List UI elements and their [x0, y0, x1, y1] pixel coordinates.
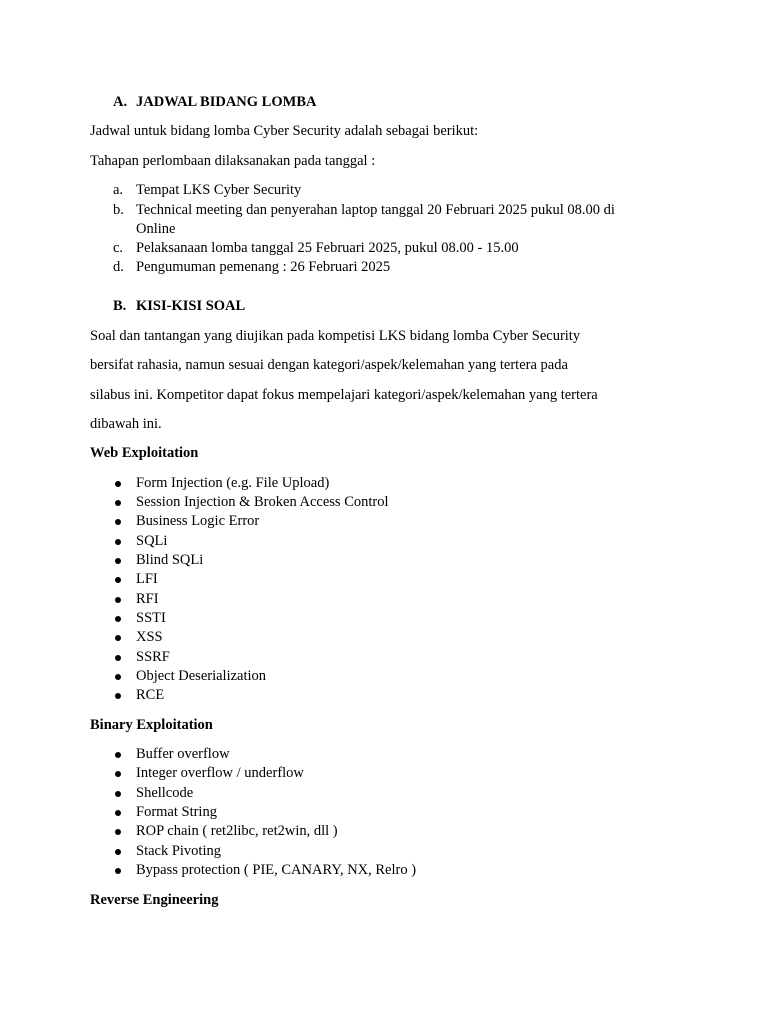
bullet-icon	[115, 558, 121, 564]
bullet-icon	[115, 481, 121, 487]
list-item: ROP chain ( ret2libc, ret2win, dll )	[136, 823, 338, 839]
bullet-icon	[115, 635, 121, 641]
bullet-icon	[115, 577, 121, 583]
section-b-marker: B.	[113, 298, 127, 314]
bullet-icon	[115, 500, 121, 506]
list-item: Session Injection & Broken Access Control	[136, 494, 389, 510]
bullet-icon	[115, 539, 121, 545]
list-item: SSTI	[136, 610, 166, 626]
bullet-icon	[115, 810, 121, 816]
paragraph-line: bersifat rahasia, namun sesuai dengan kategori/aspek/kelemahan yang tertera pada	[90, 357, 568, 373]
section-a-title: JADWAL BIDANG LOMBA	[136, 94, 317, 110]
section-a-stages-intro: Tahapan perlombaan dilaksanakan pada tanggal :	[90, 153, 376, 169]
list-item: SSRF	[136, 649, 170, 665]
schedule-item: Technical meeting dan penyerahan laptop tanggal 20 Februari 2025 pukul 08.00 di	[136, 202, 615, 218]
bullet-icon	[115, 868, 121, 874]
schedule-item-marker: d.	[113, 259, 124, 275]
web-exploitation-title: Web Exploitation	[90, 445, 199, 461]
section-a-marker: A.	[113, 94, 128, 110]
list-item: Stack Pivoting	[136, 843, 221, 859]
paragraph-line: Soal dan tantangan yang diujikan pada kompetisi LKS bidang lomba Cyber Security	[90, 328, 581, 344]
paragraph-line: silabus ini. Kompetitor dapat fokus mempelajari kategori/aspek/kelemahan yang tertera	[90, 387, 598, 403]
list-item: RFI	[136, 591, 159, 607]
schedule-item-continuation: Online	[136, 221, 176, 237]
schedule-item-marker: b.	[113, 202, 124, 218]
bullet-icon	[115, 519, 121, 525]
bullet-icon	[115, 771, 121, 777]
list-item: SQLi	[136, 533, 168, 549]
bullet-icon	[115, 849, 121, 855]
list-item: Blind SQLi	[136, 552, 204, 568]
list-item: Integer overflow / underflow	[136, 765, 304, 781]
section-b-title: KISI-KISI SOAL	[136, 298, 246, 314]
list-item: LFI	[136, 571, 158, 587]
list-item: Bypass protection ( PIE, CANARY, NX, Relro )	[136, 862, 417, 878]
list-item: Format String	[136, 804, 217, 820]
bullet-icon	[115, 829, 121, 835]
bullet-icon	[115, 616, 121, 622]
list-item: Business Logic Error	[136, 513, 260, 529]
binary-exploitation-title: Binary Exploitation	[90, 717, 213, 733]
list-item: Shellcode	[136, 785, 194, 801]
schedule-item: Tempat LKS Cyber Security	[136, 182, 302, 198]
list-item: Form Injection (e.g. File Upload)	[136, 475, 330, 491]
schedule-item: Pengumuman pemenang : 26 Februari 2025	[136, 259, 391, 275]
bullet-icon	[115, 674, 121, 680]
section-a-intro: Jadwal untuk bidang lomba Cyber Security adalah sebagai berikut:	[90, 123, 479, 139]
bullet-icon	[115, 655, 121, 661]
schedule-item-marker: a.	[113, 182, 124, 198]
schedule-item: Pelaksanaan lomba tanggal 25 Februari 2025, pukul 08.00 - 15.00	[136, 240, 519, 256]
list-item: XSS	[136, 629, 163, 645]
list-item: RCE	[136, 687, 165, 703]
reverse-engineering-title: Reverse Engineering	[90, 892, 219, 908]
list-item: Buffer overflow	[136, 746, 230, 762]
bullet-icon	[115, 791, 121, 797]
bullet-icon	[115, 693, 121, 699]
list-item: Object Deserialization	[136, 668, 267, 684]
bullet-icon	[115, 597, 121, 603]
paragraph-line: dibawah ini.	[90, 416, 162, 432]
schedule-item-marker: c.	[113, 240, 124, 256]
bullet-icon	[115, 752, 121, 758]
